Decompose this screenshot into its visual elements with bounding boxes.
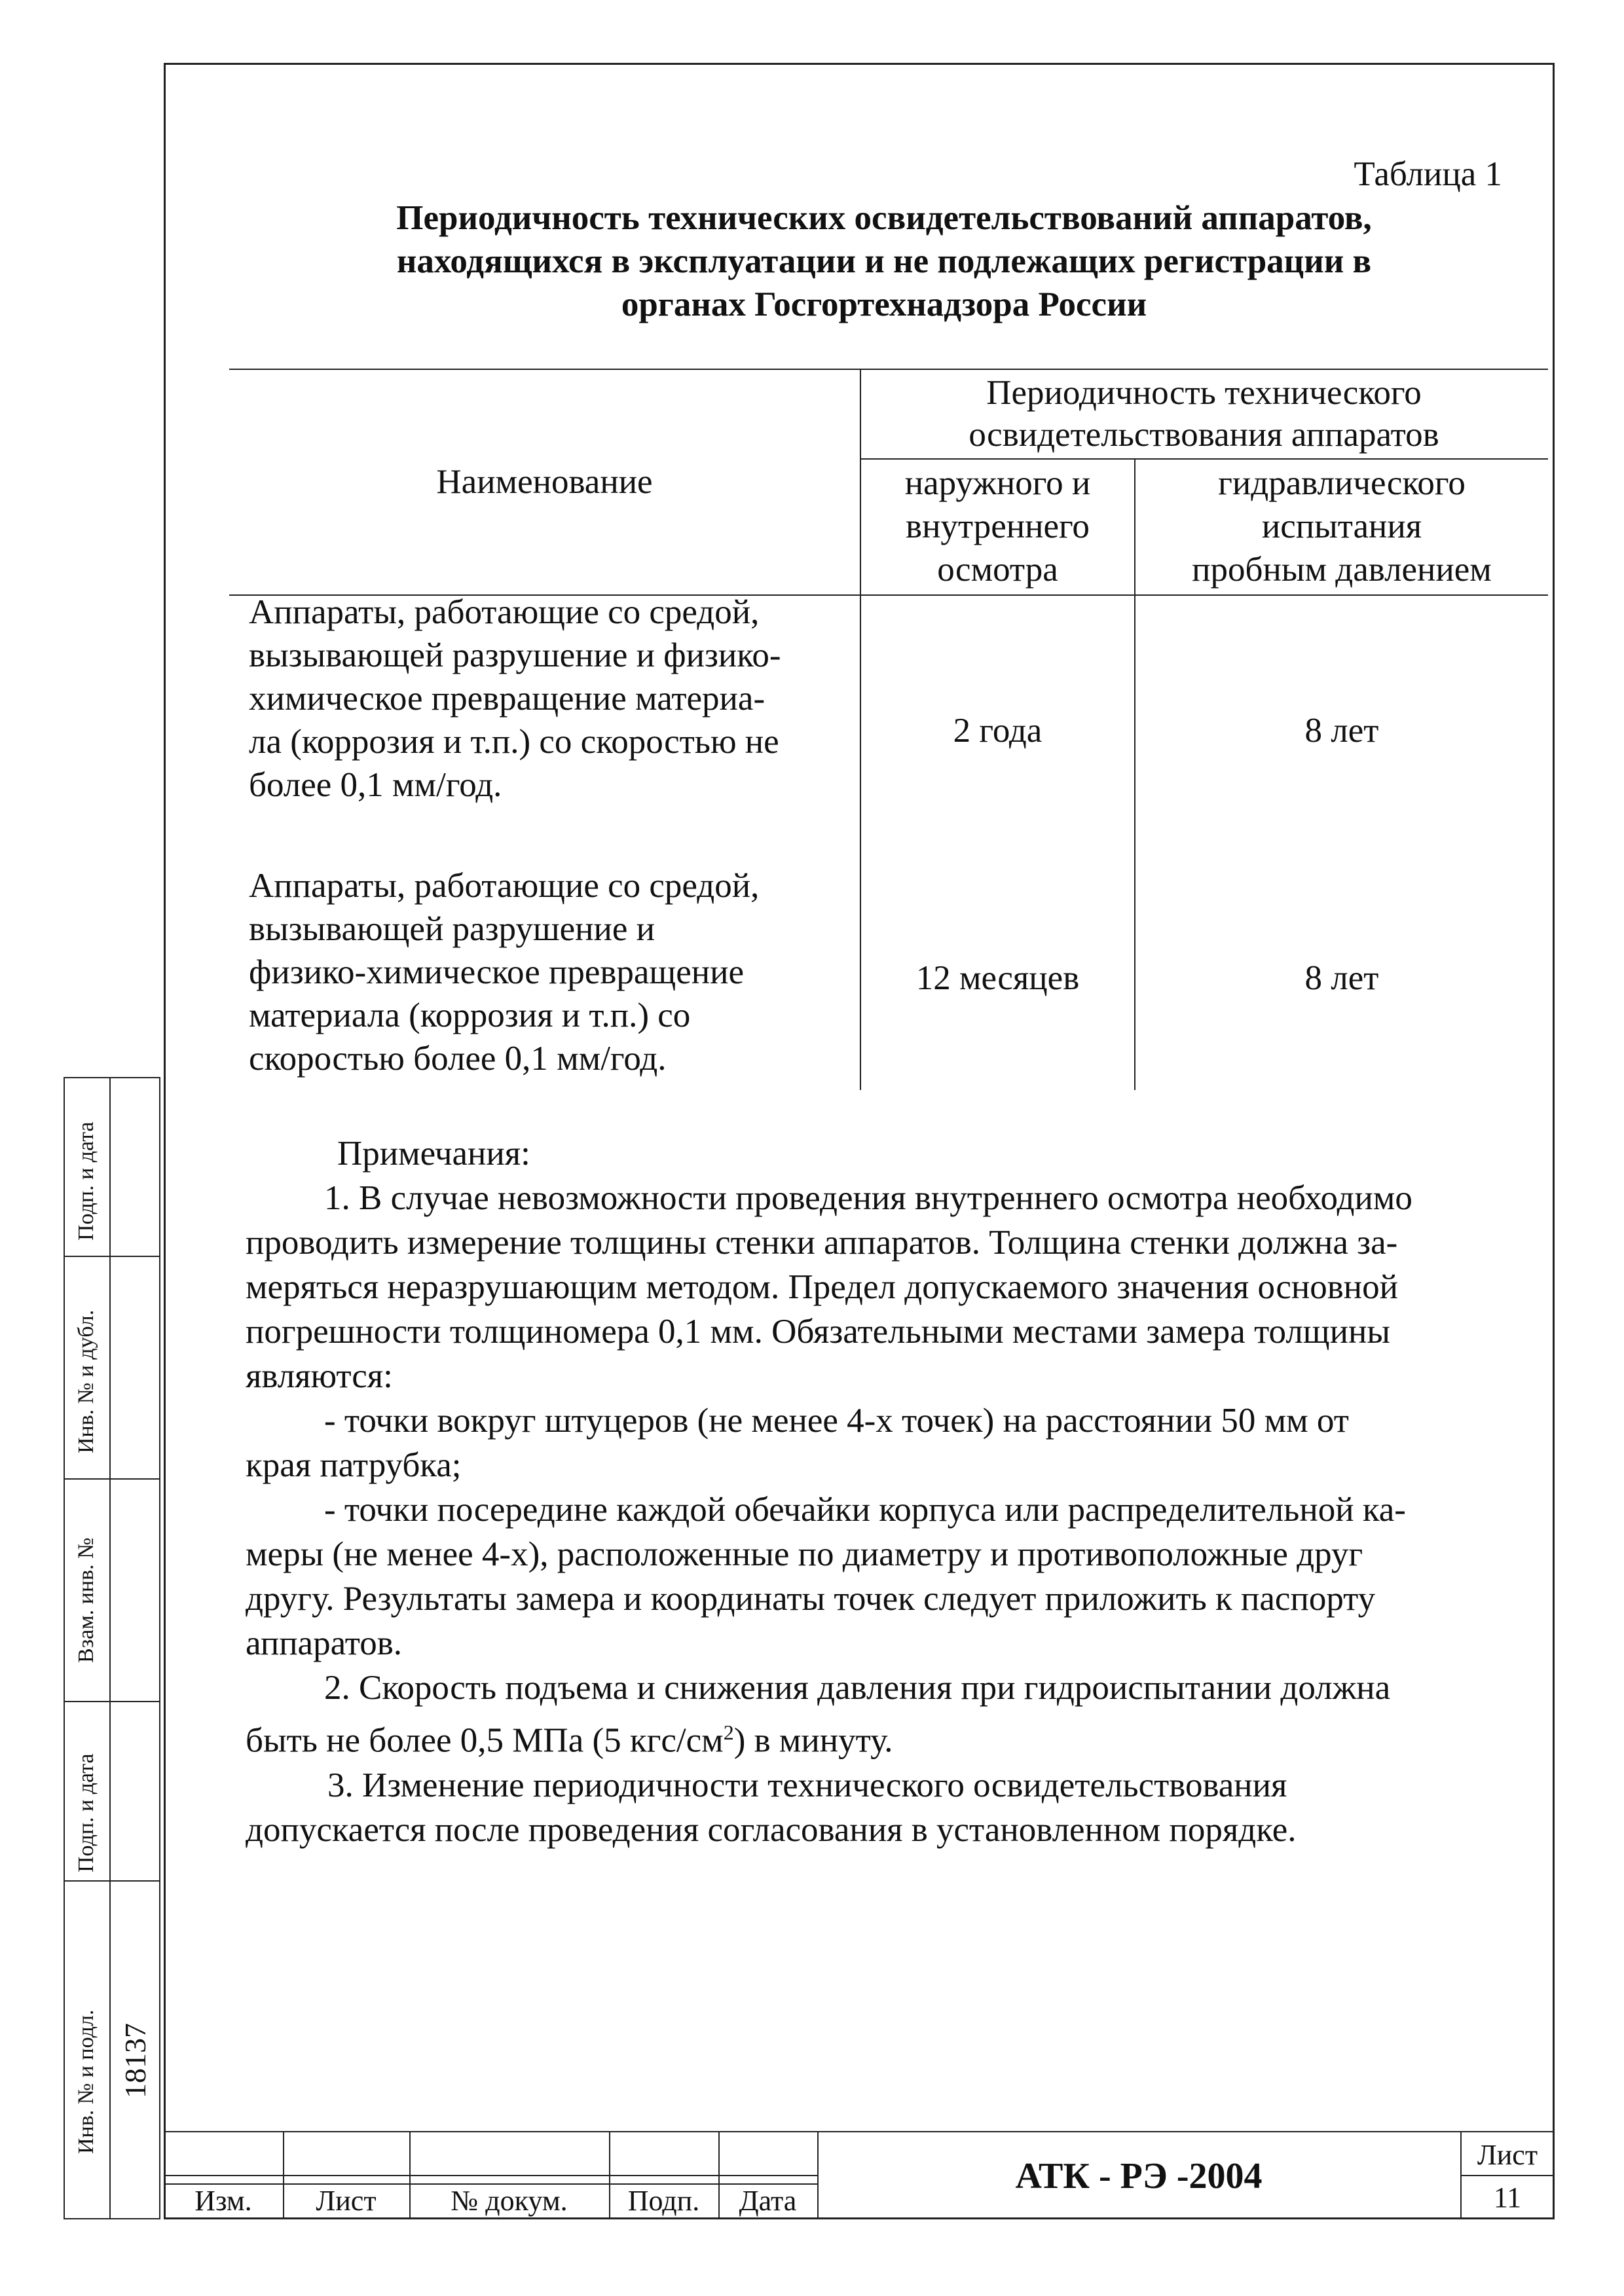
title-line: Периодичность технических освидетельствований аппаратов, xyxy=(396,199,1372,237)
side-stamp-row-border xyxy=(64,1478,160,1480)
note-text: быть не более 0,5 МПа (5 кгс/см xyxy=(246,1721,724,1760)
title-block-row xyxy=(1460,2175,1555,2176)
header-line: наружного и xyxy=(904,464,1091,502)
note-line: аппаратов. xyxy=(246,1624,402,1662)
note-line: являются: xyxy=(246,1357,393,1395)
note-text: ) в минуту. xyxy=(733,1721,893,1760)
note-line: края патрубка; xyxy=(246,1446,462,1484)
column-label-sign: Подп. xyxy=(627,2185,700,2217)
row-hydro-period: 8 лет xyxy=(1304,959,1379,997)
document-code: АТК - РЭ -2004 xyxy=(1015,2156,1263,2196)
group-header-line: Периодичность технического xyxy=(986,374,1422,412)
side-stamp-label: Подп. и дата xyxy=(74,1753,98,1872)
inventory-number: 18137 xyxy=(119,2023,152,2098)
side-stamp-row-border xyxy=(64,1256,160,1257)
table-top-border xyxy=(229,369,1548,370)
notes-block xyxy=(246,1131,1555,1852)
note-line: погрешности толщиномера 0,1 мм. Обязательными местами замера толщины xyxy=(246,1313,1390,1351)
row-name-line: физико-химическое превращение xyxy=(249,953,745,991)
table-row-name xyxy=(249,591,855,807)
row-inspection-period: 12 месяцев xyxy=(915,959,1080,997)
side-stamp-row-border xyxy=(64,1880,160,1882)
row-inspection-period: 2 года xyxy=(953,712,1043,750)
column-label-list: Лист xyxy=(316,2185,377,2217)
row-name-line: более 0,1 мм/год. xyxy=(249,766,502,804)
note-line: 1. В случае невозможности проведения внутреннего осмотра необходимо xyxy=(324,1179,1412,1217)
table-title xyxy=(288,196,1480,326)
table-number: Таблица 1 xyxy=(1354,155,1502,193)
table-row-name xyxy=(249,864,855,1080)
sheet-number: 11 xyxy=(1493,2181,1522,2214)
column-label-doc: № докум. xyxy=(451,2185,568,2217)
header-line: внутреннего xyxy=(906,507,1090,545)
note-line: другу. Результаты замера и координаты точек следует приложить к паспорту xyxy=(246,1580,1376,1618)
note-line: - точки посередине каждой обечайки корпуса или распределительной ка- xyxy=(324,1491,1406,1529)
group-header xyxy=(860,372,1548,456)
note-line: меряться неразрушающим методом. Предел допускаемого значения основной xyxy=(246,1268,1398,1306)
row-name-line: материала (коррозия и т.п.) со xyxy=(249,996,691,1034)
note-line: 3. Изменение периодичности технического освидетельствования xyxy=(327,1766,1287,1804)
note-line: - точки вокруг штуцеров (не менее 4-х точек) на расстоянии 50 мм от xyxy=(324,1402,1349,1440)
side-stamp-label: Инв. № и подл. xyxy=(74,2009,98,2154)
header-line: осмотра xyxy=(937,551,1058,589)
row-name-line: химическое превращение материа- xyxy=(249,680,766,718)
row-hydro-period: 8 лет xyxy=(1304,712,1379,750)
row-name-line: вызывающей разрушение и xyxy=(249,910,655,948)
group-header-line: освидетельствования аппаратов xyxy=(969,416,1439,454)
col-hydro-header xyxy=(1135,462,1548,591)
row-name-line: Аппараты, работающие со средой, xyxy=(249,593,760,631)
header-line: испытания xyxy=(1261,507,1422,545)
note-line xyxy=(246,1710,1555,1763)
col-name-header: Наименование xyxy=(436,463,653,501)
table-group-divider xyxy=(860,458,1548,460)
side-stamp-label: Подп. и дата xyxy=(74,1121,98,1241)
note-line: проводить измерение толщины стенки аппаратов. Толщина стенки должна за- xyxy=(246,1224,1398,1262)
sheet-label: Лист xyxy=(1477,2139,1538,2171)
side-stamp-row-border xyxy=(64,1701,160,1702)
row-name-line: Аппараты, работающие со средой, xyxy=(249,867,760,905)
header-line: гидравлического xyxy=(1218,464,1466,502)
title-line: органах Госгортехнадзора России xyxy=(621,285,1147,323)
side-stamp-label: Взам. инв. № xyxy=(74,1537,98,1663)
note-line: меры (не менее 4-х), расположенные по диаметру и противоположные друг xyxy=(246,1535,1363,1573)
title-line: находящихся в эксплуатации и не подлежащих регистрации в xyxy=(396,242,1372,280)
side-stamp-label: Инв. № и дубл. xyxy=(74,1309,98,1453)
row-name-line: вызывающей разрушение и физико- xyxy=(249,636,781,674)
column-label-izm: Изм. xyxy=(194,2185,252,2217)
notes-heading: Примечания: xyxy=(337,1135,530,1173)
note-line: 2. Скорость подъема и снижения давления при гидроиспытании должна xyxy=(324,1669,1391,1707)
header-line: пробным давлением xyxy=(1192,551,1492,589)
note-line: допускается после проведения согласования в установленном порядке. xyxy=(246,1810,1297,1849)
side-stamp-divider xyxy=(109,1077,111,2219)
column-label-date: Дата xyxy=(739,2185,797,2217)
title-block-top xyxy=(164,2131,1555,2132)
col-inspection-header xyxy=(861,462,1134,591)
row-name-line: ла (коррозия и т.п.) со скоростью не xyxy=(249,723,779,761)
superscript: 2 xyxy=(723,1721,734,1744)
row-name-line: скоростью более 0,1 мм/год. xyxy=(249,1040,667,1078)
